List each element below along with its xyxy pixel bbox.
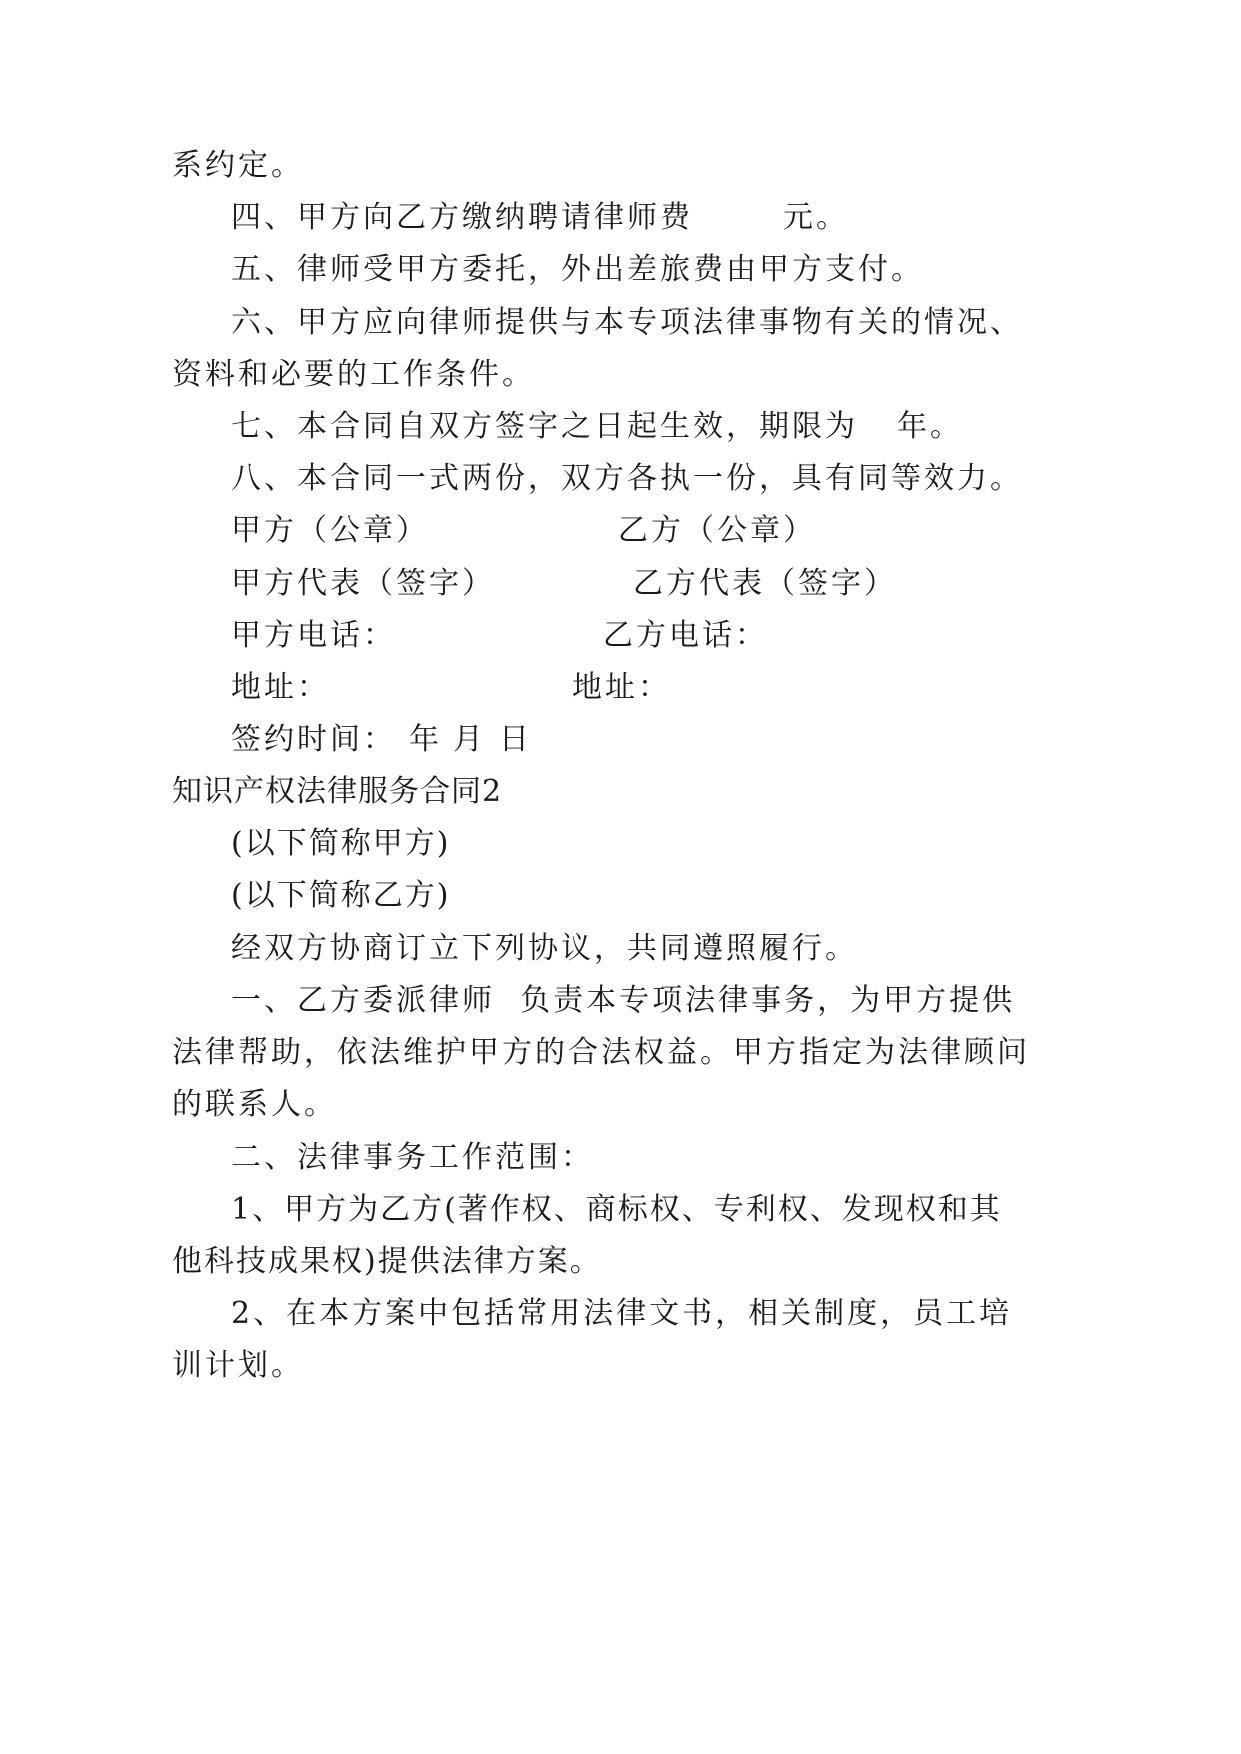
- party-a-note: (以下简称甲方): [231, 826, 451, 861]
- clause-2-heading: 二、法律事务工作范围：: [231, 1140, 594, 1175]
- party-b-seal: 乙方（公章）: [618, 513, 816, 548]
- party-b-address: 地址：: [572, 670, 671, 705]
- clause-1-line-1: 一、乙方委派律师 负责本专项法律事务，为甲方提供: [231, 983, 1016, 1018]
- date-day: 日: [499, 722, 532, 757]
- intro-paragraph: 经双方协商订立下列协议，共同遵照履行。: [231, 931, 858, 966]
- text-line: 四、甲方向乙方缴纳聘请律师费: [231, 200, 693, 235]
- text-line: 八、本合同一式两份，双方各执一份，具有同等效力。: [231, 461, 1023, 496]
- date-month: 月: [453, 722, 486, 757]
- item-1-line-1: 1、甲方为乙方(著作权、商标权、专利权、发现权和其: [231, 1192, 1002, 1227]
- section-title: 知识产权法律服务合同2: [172, 774, 503, 809]
- party-a-address: 地址：: [231, 670, 330, 705]
- date-year: 年: [409, 722, 442, 757]
- text-line: 年。: [897, 409, 963, 444]
- party-a-representative: 甲方代表（签字）: [231, 566, 495, 601]
- item-1-line-2: 他科技成果权)提供法律方案。: [172, 1244, 602, 1279]
- party-b-phone: 乙方电话：: [603, 618, 768, 653]
- party-b-note: (以下简称乙方): [231, 878, 451, 913]
- clause-1-line-2: 法律帮助，依法维护甲方的合法权益。甲方指定为法律顾问: [172, 1035, 1030, 1070]
- party-b-representative: 乙方代表（签字）: [633, 566, 897, 601]
- text-line: 六、甲方应向律师提供与本专项法律事物有关的情况、: [231, 305, 1023, 340]
- clause-1-line-3: 的联系人。: [172, 1087, 337, 1122]
- item-2-line-1: 2、在本方案中包括常用法律文书，相关制度，员工培: [231, 1296, 1013, 1331]
- text-line: 五、律师受甲方委托，外出差旅费由甲方支付。: [231, 252, 924, 287]
- party-a-phone: 甲方电话：: [231, 618, 396, 653]
- sign-time-label: 签约时间：: [231, 722, 396, 757]
- text-line: 七、本合同自双方签字之日起生效，期限为: [231, 409, 858, 444]
- text-line: 系约定。: [172, 148, 304, 183]
- text-line: 资料和必要的工作条件。: [172, 357, 535, 392]
- text-line: 元。: [783, 200, 849, 235]
- item-2-line-2: 训计划。: [172, 1348, 304, 1383]
- party-a-seal: 甲方（公章）: [231, 513, 429, 548]
